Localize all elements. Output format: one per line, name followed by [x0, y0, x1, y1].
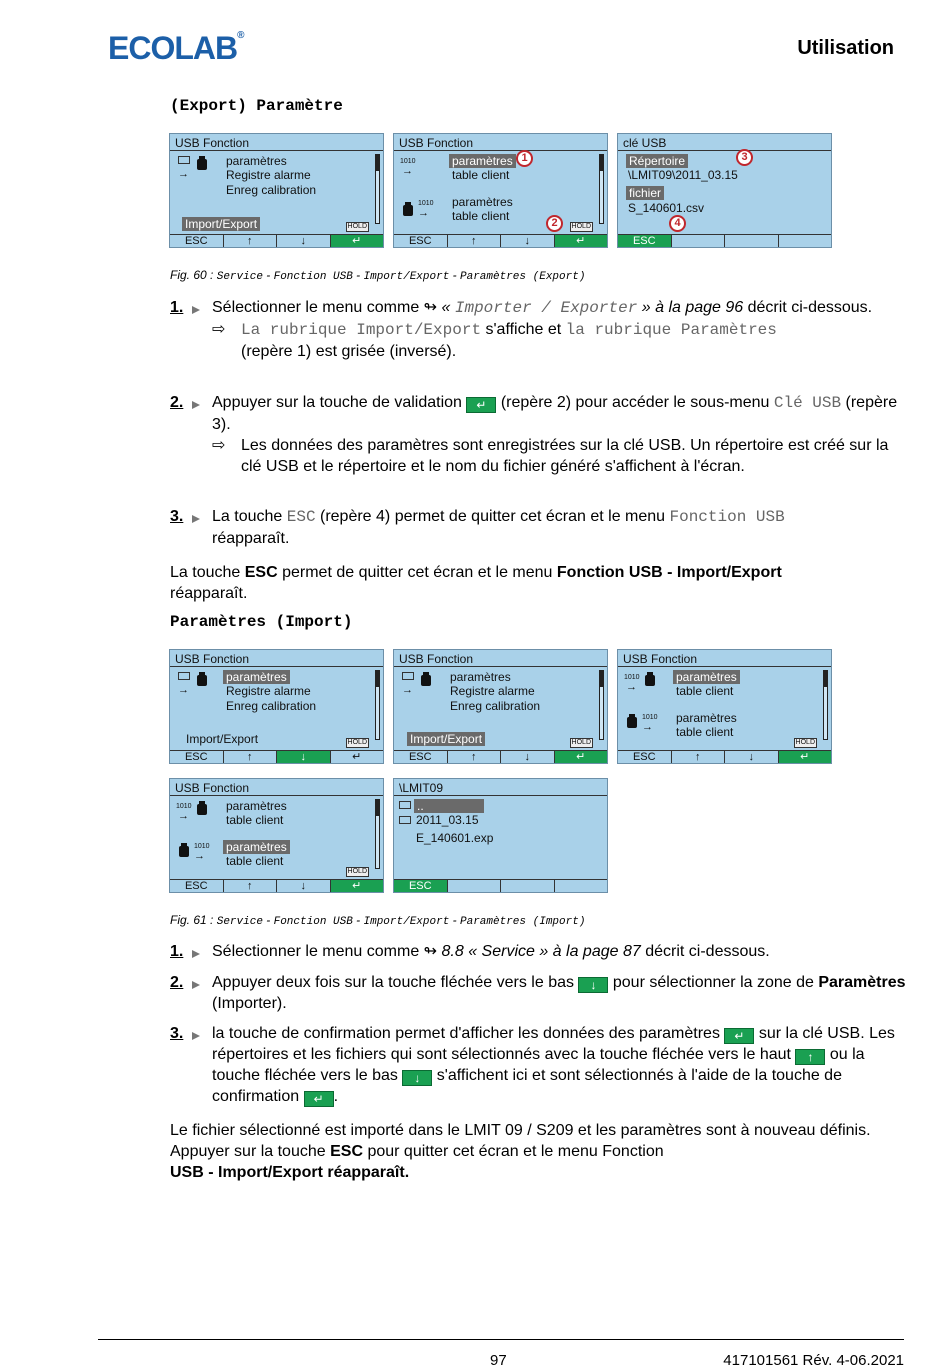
- page-number: 97: [490, 1352, 507, 1369]
- usb-stick-icon: [402, 202, 414, 216]
- keyboard-icon: [178, 672, 190, 680]
- lcd-import-2: USB Fonction → paramètres Registre alarme Enreg calibration Import/Export HOLD ESC ↑ ↓ ↵: [393, 649, 608, 764]
- arrow-right-icon: →: [178, 810, 189, 822]
- export-note: La touche ESC permet de quitter cet écran et le menu Fonction USB - Import/Export réapparaît.: [170, 564, 782, 602]
- lcd-scrollbar: [375, 670, 380, 740]
- cross-reference-link[interactable]: Importer / Exporter: [454, 299, 638, 317]
- import-heading: Paramètres (Import): [170, 613, 353, 631]
- usb-stick-icon: [196, 801, 208, 815]
- usb-stick-icon: [178, 843, 190, 857]
- arrow-right-icon: →: [626, 681, 637, 693]
- marker-3: 3: [736, 149, 753, 166]
- lcd-selected-item: Import/Export: [407, 732, 485, 746]
- import-step-1: 1. Sélectionner le menu comme ↬ 8.8 « Service » à la page 87 décrit ci-dessous.: [170, 943, 770, 960]
- lcd-selected-item: Répertoire: [626, 154, 688, 168]
- enter-key-icon: ↵: [304, 1091, 334, 1107]
- keyboard-icon: [178, 156, 190, 164]
- enter-key-icon: ↵: [724, 1028, 754, 1044]
- cross-reference-link[interactable]: 8.8 « Service » à la page 87: [437, 943, 641, 960]
- lcd-scrollbar: [375, 154, 380, 224]
- folder-icon: [399, 816, 411, 824]
- lcd-import-4: USB Fonction 1010 → paramètres table client 1010 → paramètres table client HOLD ESC ↑ ↓ ↵: [169, 778, 384, 893]
- arrow-right-icon: →: [418, 207, 429, 219]
- import-note: Le fichier sélectionné est importé dans le LMIT 09 / S209 et les paramètres sont à nouveau définis. Appuyer sur la touche ESC pour quitter cet écran et le menu Fonction USB - Import/Export réapparaît.: [170, 1122, 871, 1181]
- lcd-scrollbar: [599, 670, 604, 740]
- marker-4: 4: [669, 215, 686, 232]
- lcd-scrollbar: [599, 154, 604, 224]
- arrow-right-icon: →: [402, 684, 413, 696]
- footer-rule: [98, 1339, 904, 1340]
- arrow-right-icon: →: [402, 165, 413, 177]
- page-link[interactable]: à la page 96: [655, 299, 744, 316]
- lcd-import-5: \LMIT09 .. 2011_03.15 E_140601.exp ESC: [393, 778, 608, 893]
- usb-stick-icon: [196, 156, 208, 170]
- export-step-2: 2. Appuyer sur la touche de validation ↵ (repère 2) pour accéder le sous-menu Clé USB (repère 3). ⇨ Les données des paramètres sont enregistrées sur la clé USB. Un répertoire est créé sur la clé USB et le répertoire et le nom du fichier généré s'affichent à l'écran.: [170, 392, 910, 477]
- lcd-selected-item: Import/Export: [182, 217, 260, 231]
- usb-stick-icon: [644, 672, 656, 686]
- result-2: ⇨ Les données des paramètres sont enregistrées sur la clé USB. Un répertoire est créé sur la clé USB et le répertoire et le nom du fichier généré s'affichent à l'écran.: [212, 435, 910, 477]
- usb-stick-icon: [420, 672, 432, 686]
- figure-caption-61: Fig. 61 : Service - Fonction USB - Import/Export - Paramètres (Import): [170, 913, 586, 928]
- lcd-selected-item: paramètres: [449, 154, 516, 168]
- marker-2: 2: [546, 215, 563, 232]
- ecolab-logo: ECOLAB®: [108, 30, 245, 66]
- lcd-title: USB Fonction: [175, 136, 250, 150]
- lcd-selected-item: paramètres: [223, 840, 290, 854]
- import-step-2: 2. Appuyer deux fois sur la touche fléchée vers le bas ↓ pour sélectionner la zone de Paramètres (Importer).: [170, 974, 906, 1012]
- arrow-right-icon: →: [642, 721, 653, 733]
- document-reference: 417101561 Rév. 4-06.2021: [723, 1352, 904, 1369]
- result-1: ⇨ La rubrique Import/Export s'affiche et la rubrique Paramètres (repère 1) est grisée (inversé).: [212, 319, 910, 362]
- figure-caption-60: Fig. 60 : Service - Fonction USB - Import/Export - Paramètres (Export): [170, 268, 586, 283]
- lcd-export-3: clé USB Répertoire \LMIT09\2011_03.15 fichier S_140601.csv ESC: [617, 133, 832, 248]
- down-key-icon: ↓: [402, 1070, 432, 1086]
- lcd-import-1: USB Fonction → paramètres Registre alarme Enreg calibration Import/Export HOLD ESC ↑ ↓ ↵: [169, 649, 384, 764]
- usb-stick-icon: [196, 672, 208, 686]
- export-step-3: 3. La touche ESC (repère 4) permet de quitter cet écran et le menu Fonction USB réapparaît.: [170, 508, 785, 547]
- down-key-icon: ↓: [578, 977, 608, 993]
- enter-key-icon: ↵: [466, 397, 496, 413]
- lcd-selected-item: ..: [414, 799, 484, 813]
- lcd-export-2: USB Fonction 1010 → paramètres table client 1010 → paramètres table client HOLD ESC ↑ ↓ ↵: [393, 133, 608, 248]
- lcd-export-1: USB Fonction → paramètres Registre alarme Enreg calibration Import/Export HOLD ESC ↑ ↓ ↵: [169, 133, 384, 248]
- lcd-selected-item: paramètres: [223, 670, 290, 684]
- lcd-scrollbar: [823, 670, 828, 740]
- folder-icon: [399, 801, 411, 809]
- lcd-import-3: USB Fonction 1010 → paramètres table client 1010 → paramètres table client HOLD ESC ↑ ↓ ↵: [617, 649, 832, 764]
- keyboard-icon: [402, 672, 414, 680]
- export-heading: (Export) Paramètre: [170, 97, 343, 115]
- up-key-icon: ↑: [795, 1049, 825, 1065]
- lcd-scrollbar: [375, 799, 380, 869]
- import-step-3: 3. la touche de confirmation permet d'afficher les données des paramètres ↵ sur la clé USB. Les répertoires et les fichiers qui sont sélectionnés avec la touche fléchée vers le haut ↑ ou la touche fléchée vers le bas ↓ s'affichent ici et sont sélectionnés à l'aide de la touche de confirmation ↵ .: [170, 1025, 895, 1106]
- page-header-title: Utilisation: [797, 37, 894, 59]
- lcd-selected-item: paramètres: [673, 670, 740, 684]
- arrow-right-icon: →: [194, 850, 205, 862]
- usb-stick-icon: [626, 714, 638, 728]
- arrow-right-icon: →: [178, 168, 189, 180]
- export-step-1: 1. Sélectionner le menu comme ↬ « Importer / Exporter » à la page 96 décrit ci-dessous. ⇨ La rubrique Import/Export s'affiche et la rubrique Paramètres (repère 1) est grisée (inversé).: [170, 297, 910, 362]
- marker-1: 1: [516, 150, 533, 167]
- arrow-right-icon: →: [178, 684, 189, 696]
